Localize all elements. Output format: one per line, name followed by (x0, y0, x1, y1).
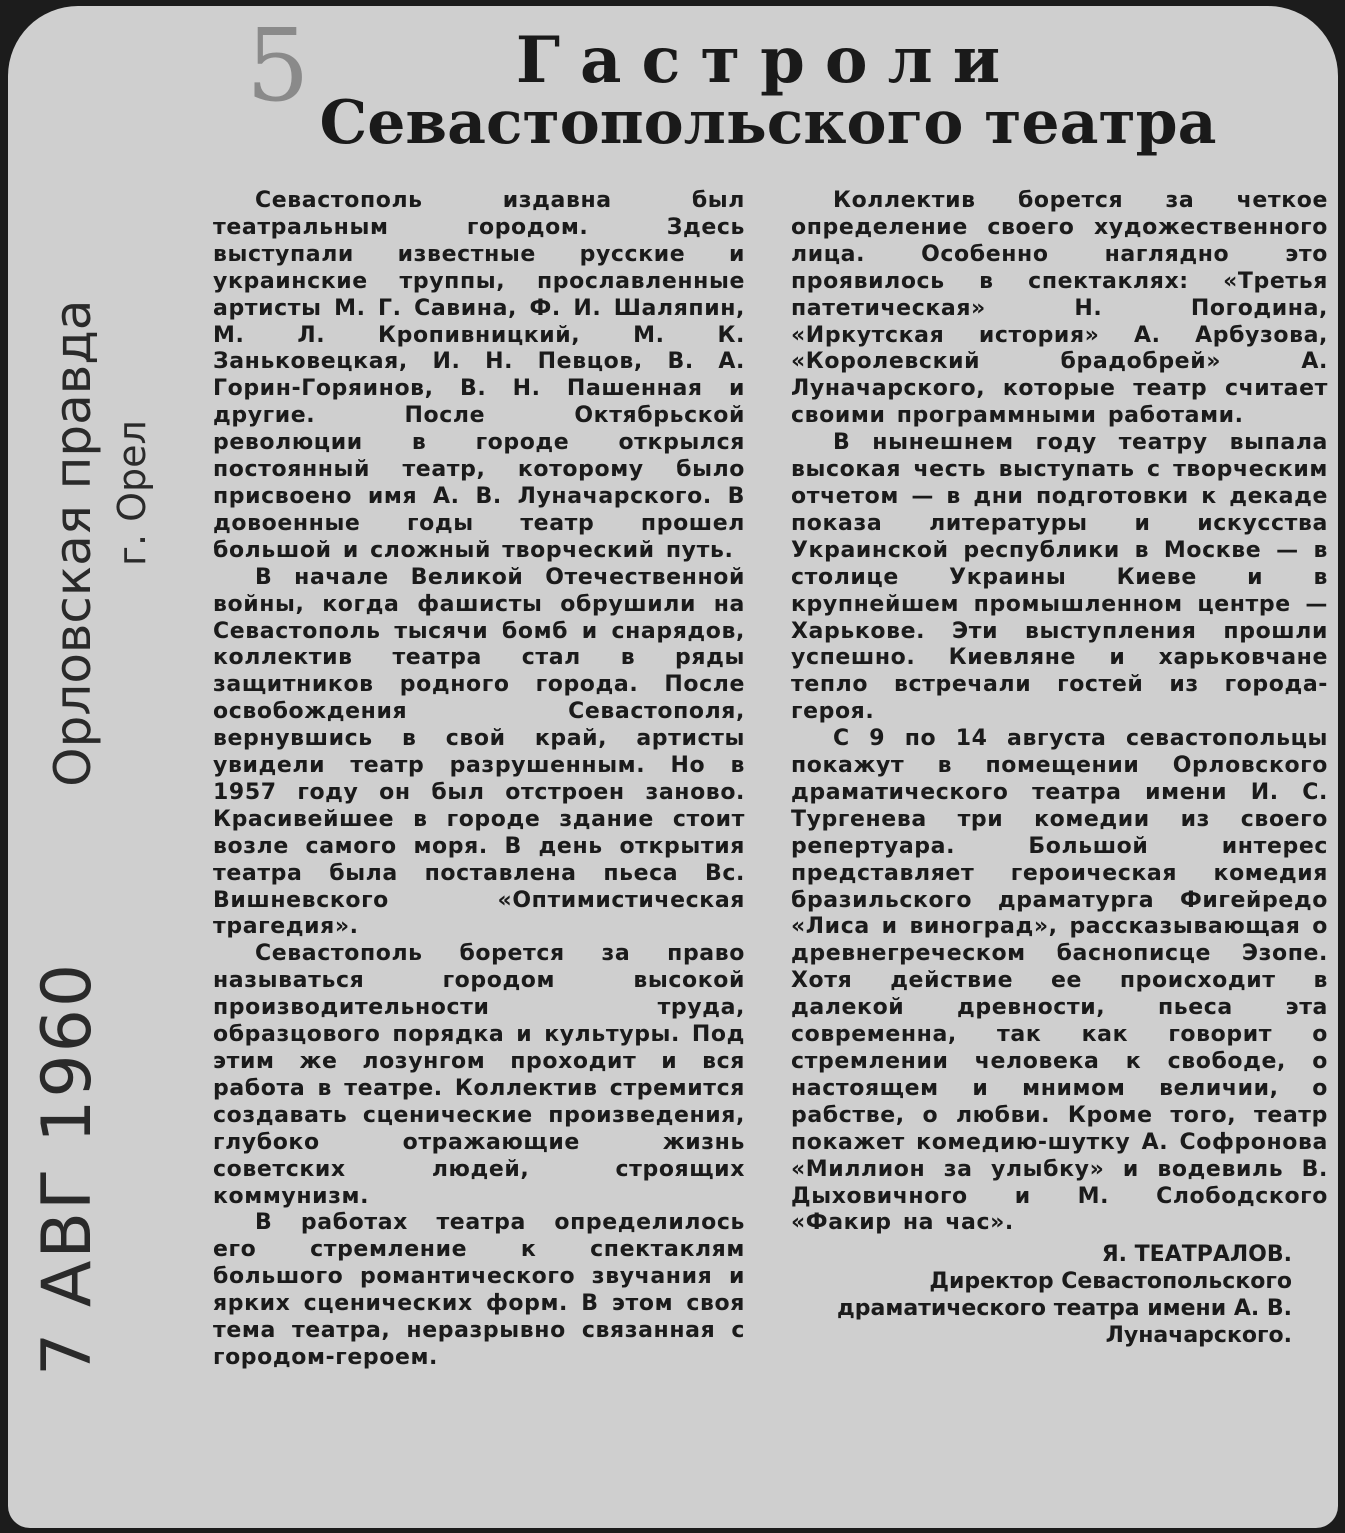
paragraph: В нынешнем году театру выпала высокая честь выступать с творческим отчетом — в дни подготовки к декаде показа литературы и искусства Украинской республики в Москве — в столице Украины Киеве и в крупнейшем промышленном центре — Харькове. Эти выступления прошли успешно. Киевляне и харьковчане тепло встречали гостей из города-героя. (791, 430, 1328, 725)
paragraph: Коллектив борется за четкое определение своего художественного лица. Особенно наглядно это проявилось в спектаклях: «Третья патетическая» Н. Погодина, «Иркутская история» А. Арбузова, «Королевский брадобрей» А. Луначарского, которые театр считает своими программными работами. (791, 188, 1328, 429)
paragraph: Севастополь издавна был театральным городом. Здесь выступали известные русские и украинские труппы, прославленные артисты М. Г. Савина, Ф. И. Шаляпин, М. Л. Кропивницкий, М. К. Заньковецкая, И. Н. Певцов, В. А. Горин-Горяинов, В. Н. Пашенная и другие. После Октябрьской революции в городе открылся постоянный театр, которому было присвоено имя А. В. Луначарского. В довоенные годы театр прошел большой и сложный творческий путь. (213, 188, 745, 563)
paragraph: В работах театра определилось его стремление к спектаклям большого романтического звучания и ярких сценических форм. В этом своя тема театра, неразрывно связанная с городом-героем. (213, 1210, 745, 1370)
stamp-newspaper: Орловская правда (44, 299, 102, 787)
headline (208, 23, 1328, 159)
article-right-column (791, 188, 1328, 1349)
author-name: Я. ТЕАТРАЛОВ. (1101, 1242, 1292, 1268)
headline-line-2: Севастопольского театра (319, 88, 1217, 159)
paragraph: С 9 по 14 августа севастопольцы покажут в помещении Орловского драматического театра имени И. С. Тургенева три комедии из своего репертуара. Большой интерес представляет героическая комедия бразильского драматурга Фигейредо «Лиса и виноград», рассказывающая о древнегреческом баснописце Эзопе. Хотя действие ее происходит в далекой древности, пьеса эта современна, так как говорит о стремлении человека к свободе, о настоящем и мнимом величии, о рабстве, о любви. Кроме того, театр покажет комедию-шутку А. Софронова «Миллион за улыбку» и водевиль В. Дыховичного и М. Слободского «Факир на час». (791, 726, 1328, 1236)
headline-line-1: Гастроли (515, 23, 1021, 98)
paragraph: В начале Великой Отечественной войны, когда фашисты обрушили на Севастополь тысячи бомб и снарядов, коллектив театра стал в ряды защитников родного города. После освобождения Севастополя, вернувшись в свой край, артисты увидели театр разрушенным. Но в 1957 году он был отстроен заново. Красивейшее в городе здание стоит возле самого моря. В день открытия театра была поставлена пьеса Вс. Вишневского «Оптимистическая трагедия». (213, 564, 745, 940)
article-left-column (213, 188, 745, 1372)
signature-block (791, 1241, 1328, 1349)
archive-stamp (28, 246, 178, 1446)
handwritten-page-number: 5 (246, 7, 310, 124)
stamp-date: 7 АВГ 1960 (28, 961, 107, 1376)
author-title: Директор Севастопольского драматического театра имени А. В. Луначарского. (836, 1269, 1292, 1349)
newspaper-clipping (8, 6, 1338, 1528)
paragraph: Севастополь борется за право называться городом высокой производительности труда, образцового порядка и культуры. Под этим же лозунгом проходит и вся работа в театре. Коллектив стремится создавать сценические произведения, глубоко отражающие жизнь советских людей, строящих коммунизм. (213, 941, 745, 1209)
stamp-city: г. Орел (110, 420, 154, 566)
